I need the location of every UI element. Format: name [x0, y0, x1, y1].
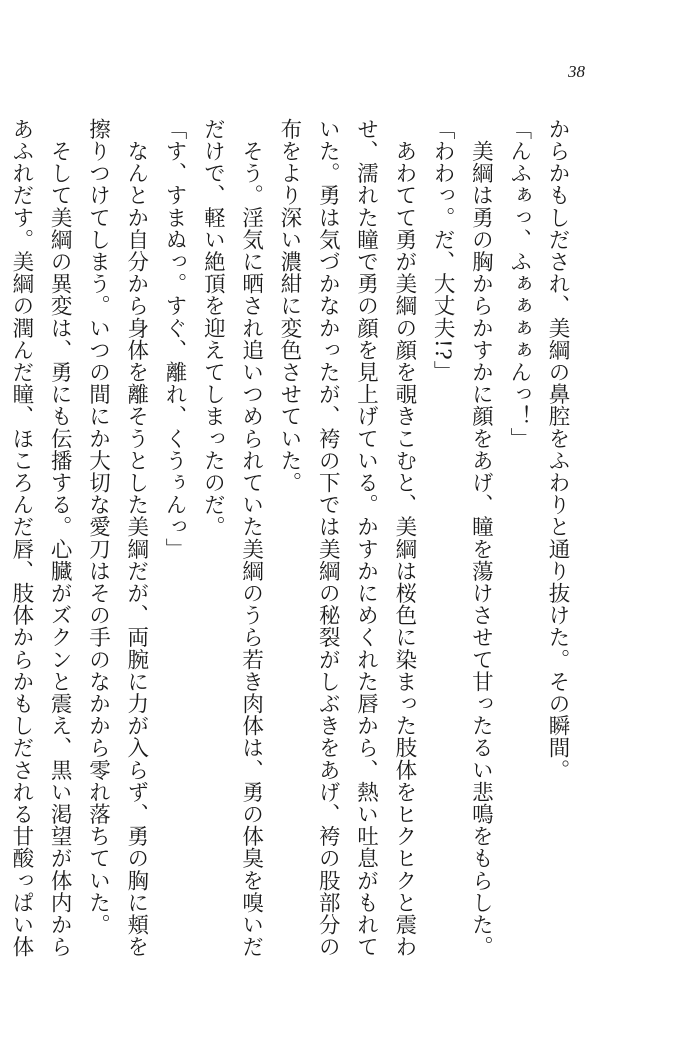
- text-line: 「んふぁっ、ふぁぁぁぁんっ！」: [506, 118, 532, 450]
- text-line: 「わわっ。だ、大丈夫!?」: [430, 118, 456, 383]
- text-line: いた。勇は気づかなかったが、袴の下では美綱の秘裂がしぶきをあげ、袴の股部分の: [315, 118, 341, 958]
- text-line: 擦りつけてしまう。いつの間にか大切な愛刀はその手のなかから零れ落ちていた。: [85, 118, 111, 936]
- body-text: [8, 118, 576, 978]
- text-line: からかもしだされ、美綱の鼻腔をふわりと通り抜けた。その瞬間。: [545, 118, 570, 781]
- text-line: [0, 118, 2, 978]
- text-line: 美綱は勇の胸からかすかに顔をあげ、瞳を蕩けさせて甘ったるい悲鳴をもらした。: [468, 118, 494, 958]
- text-line: そして美綱の異変は、勇にも伝播する。心臓がズクンと震え、黒い渇望が体内から: [47, 118, 73, 958]
- text-line: なんとか自分から身体を離そうとした美綱だが、両腕に力が入らず、勇の胸に頬を: [123, 118, 149, 958]
- text-line: あわてて勇が美綱の顔を覗きこむと、美綱は桜色に染まった肢体をヒクヒクと震わ: [391, 118, 417, 958]
- text-line: あふれだす。美綱の潤んだ瞳、ほころんだ唇、肢体からかもしだされる甘酸っぱい体: [8, 118, 34, 958]
- page-number: 38: [568, 62, 585, 81]
- text-line: そう。淫気に晒され追いつめられていた美綱のうら若き肉体は、勇の体臭を嗅いだ: [238, 118, 264, 958]
- text-line: だけで、軽い絶頂を迎えてしまったのだ。: [200, 118, 226, 538]
- text-line: 布をより深い濃紺に変色させていた。: [276, 118, 302, 494]
- text-line: 「す、すまぬっ。すぐ、離れ、くうぅんっ」: [162, 118, 188, 560]
- text-line: せ、濡れた瞳で勇の顔を見上げている。かすかにめくれた唇から、熱い吐息がもれて: [353, 118, 379, 958]
